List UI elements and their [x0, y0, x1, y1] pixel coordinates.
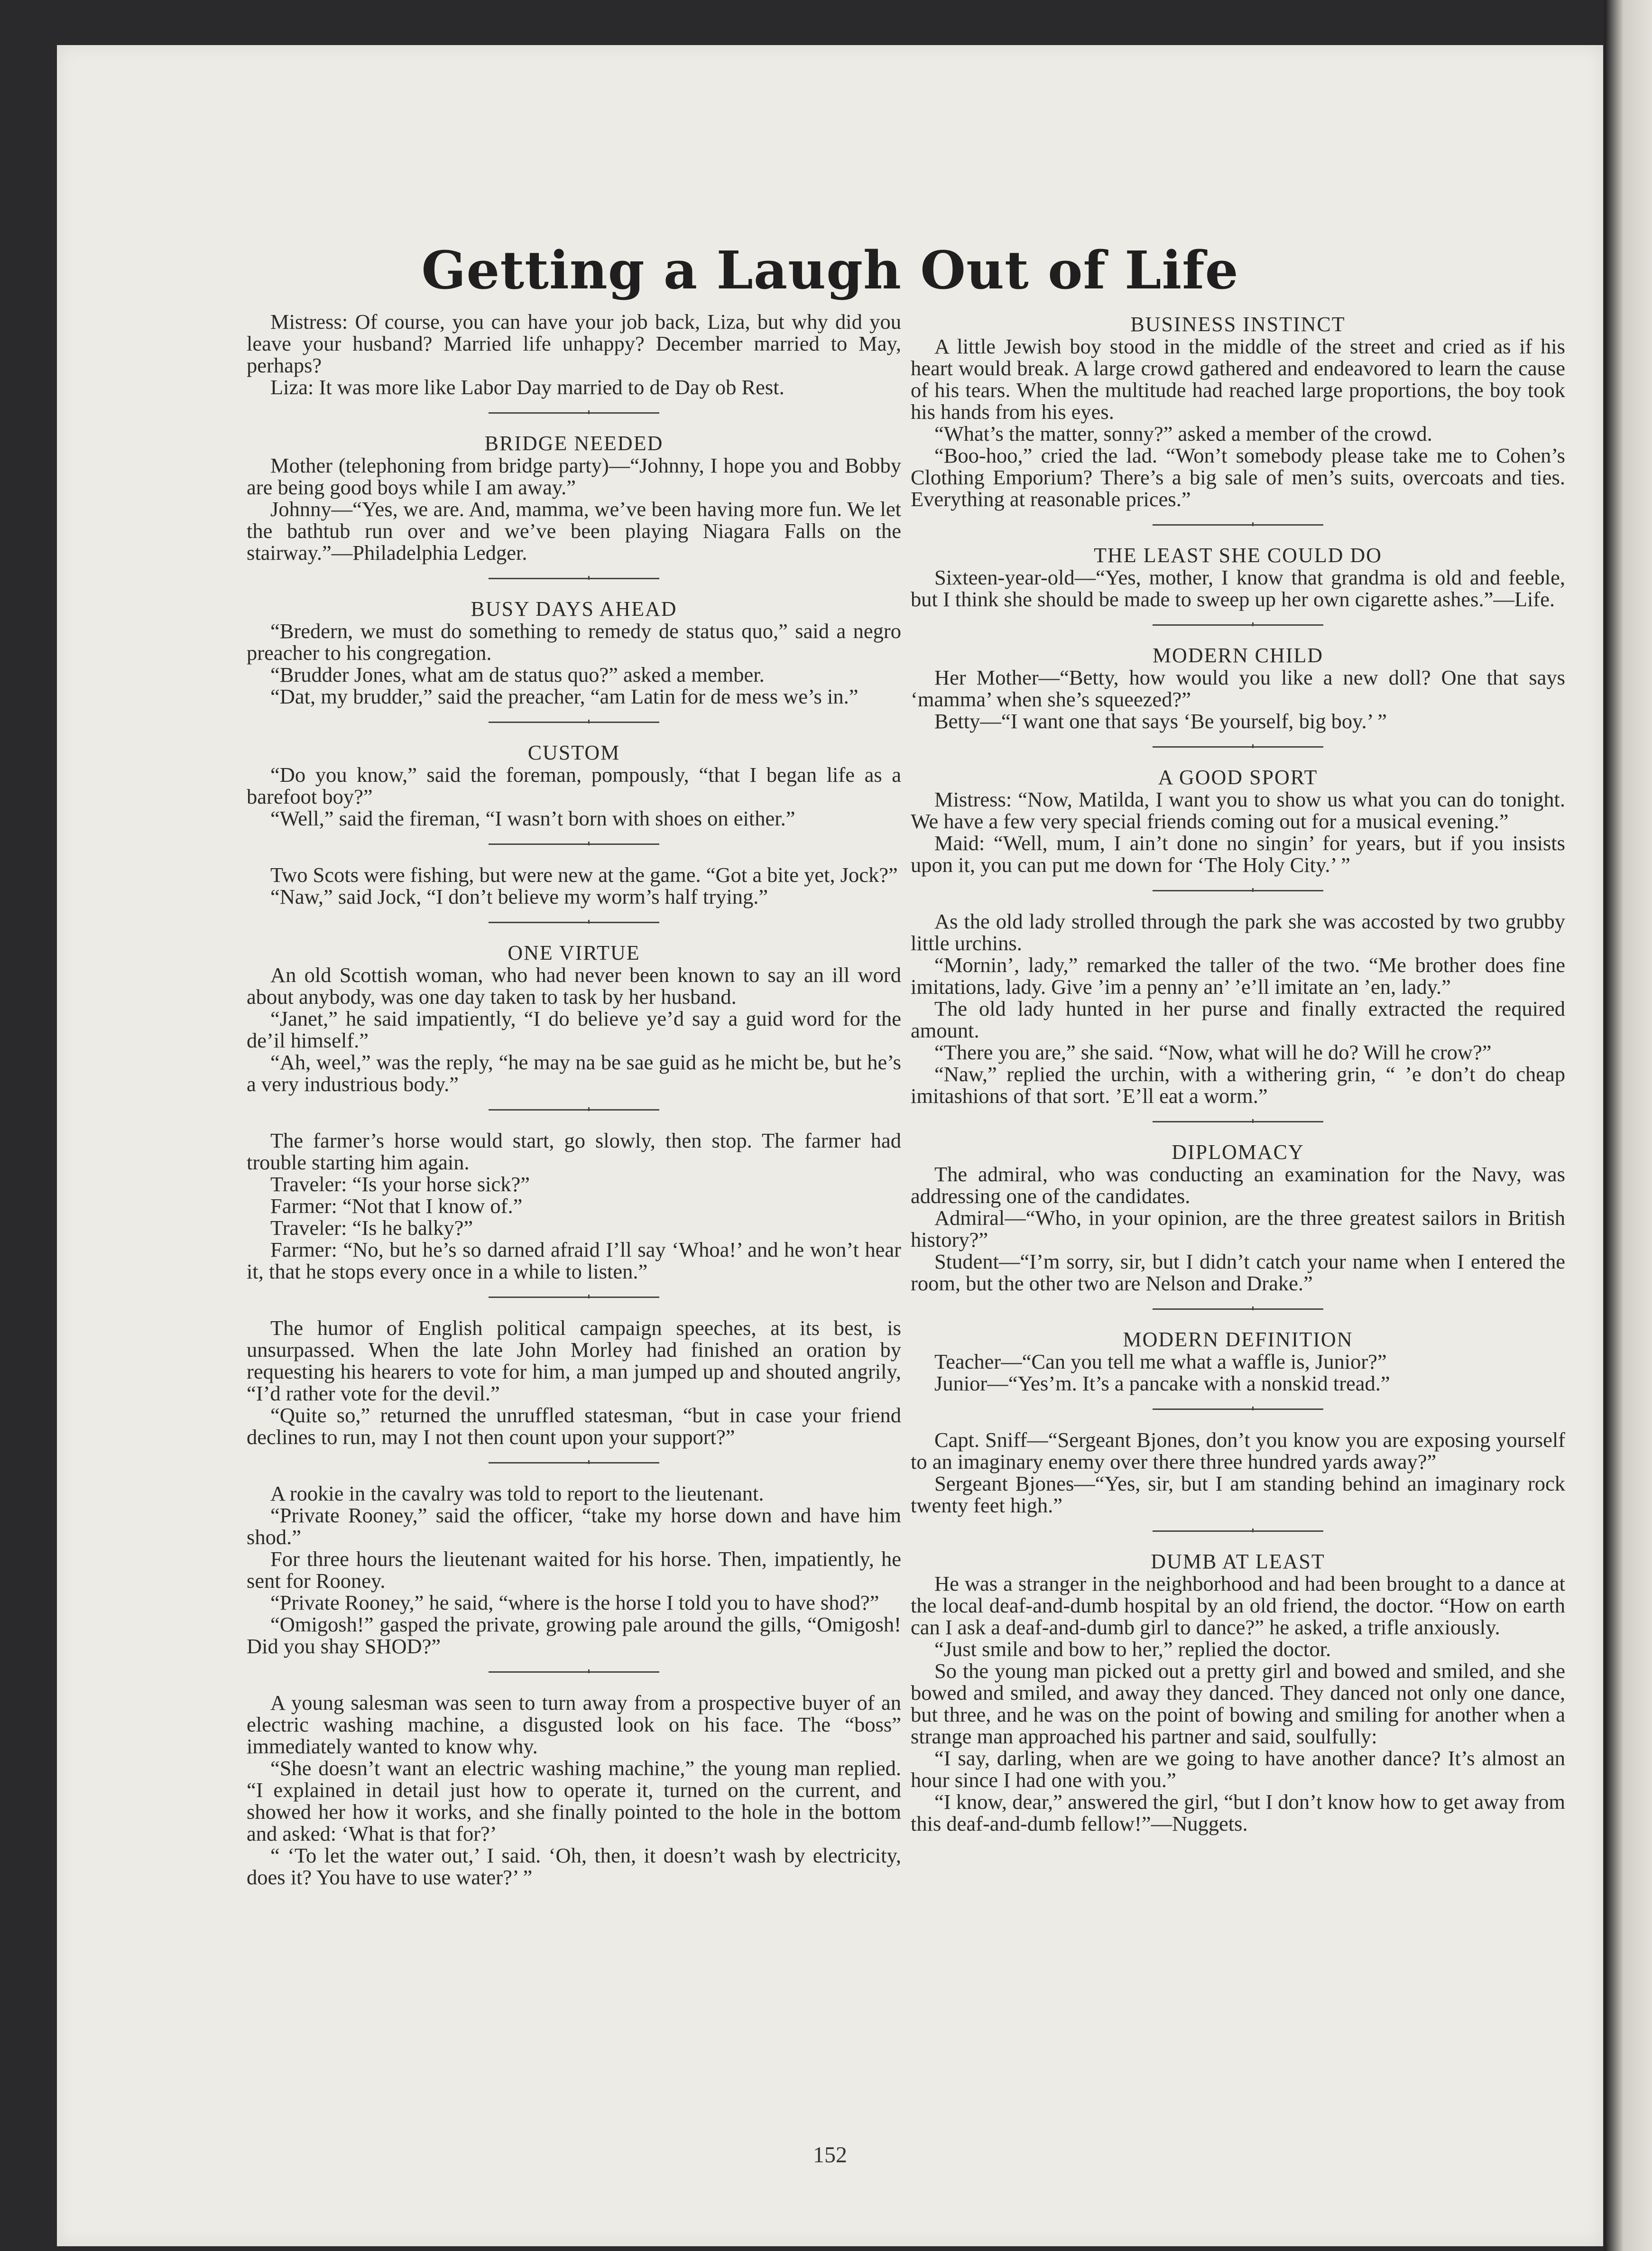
paragraph: “She doesn’t want an electric washing machine,” the young man replied. “I explained in detail just how to operate it, turned on the current, and showed her how it works, and she finally pointed to the hole in the bottom and asked: ‘What is that for?’ [247, 1756, 901, 1845]
paragraph: As the old lady strolled through the park she was accosted by two grubby little urchins. [911, 909, 1565, 955]
paragraph: “Omigosh!” gasped the private, growing pale around the gills, “Omigosh! Did you shay SHOD?” [247, 1612, 901, 1658]
paragraph: The old lady hunted in her purse and finally extracted the required amount. [911, 997, 1565, 1042]
paragraph: Sergeant Bjones—“Yes, sir, but I am standing behind an imaginary rock twenty feet high.” [911, 1472, 1565, 1517]
joke-scots-fishing [247, 864, 901, 908]
page-headline: Getting a Laugh Out of Life [421, 240, 1239, 301]
left-column [247, 311, 901, 1888]
joke-least-she-could-do [911, 545, 1565, 610]
paragraph: The farmer’s horse would start, go slowly, then stop. The farmer had trouble starting him again. [247, 1129, 901, 1174]
paragraph: “Naw,” said Jock, “I don’t believe my worm’s half trying.” [270, 885, 768, 908]
divider-rule [1153, 524, 1323, 526]
paragraph: Johnny—“Yes, we are. And, mamma, we’ve been having more fun. We let the bathtub run over and we’ve been playing Niagara Falls on the stairway.”—Philadelphia Ledger. [247, 497, 901, 565]
paragraph: “Mornin’, lady,” remarked the taller of the two. “Me brother does fine imitations, lady. Give ’im a penny an’ ’e’ll imitate an ’en, lady.” [911, 953, 1565, 999]
joke-custom [247, 742, 901, 829]
joke-liza [247, 311, 901, 398]
paragraph: “Naw,” replied the urchin, with a withering grin, “ ’e don’t do cheap imitashions of that sort. ’E’ll eat a worm.” [911, 1062, 1565, 1108]
paragraph: Betty—“I want one that says ‘Be yourself, big boy.’ ” [934, 709, 1387, 733]
right-column [911, 311, 1565, 1834]
paragraph: “I say, darling, when are we going to have another dance? It’s almost an hour since I had one with you.” [911, 1746, 1565, 1792]
paragraph: “Well,” said the fireman, “I wasn’t born with shoes on either.” [270, 806, 795, 830]
divider-rule [489, 578, 659, 579]
paragraph: “There you are,” she said. “Now, what will he do? Will he crow?” [934, 1040, 1492, 1064]
joke-title: BRIDGE NEEDED [484, 432, 664, 455]
paragraph: “Ah, weel,” was the reply, “he may na be sae guid as he micht be, but he’s a very industrious body.” [247, 1050, 901, 1096]
joke-modern-child [911, 645, 1565, 732]
paragraph: Traveler: “Is your horse sick?” [270, 1172, 530, 1196]
joke-one-virtue [247, 942, 901, 1095]
divider-rule [489, 722, 659, 723]
paragraph: Liza: It was more like Labor Day married to de Day ob Rest. [270, 375, 784, 399]
divider-rule [1153, 1408, 1323, 1410]
paragraph: An old Scottish woman, who had never been known to say an ill word about anybody, was one day taken to task by her husband. [247, 963, 901, 1009]
joke-diplomacy [911, 1141, 1565, 1294]
paragraph: Her Mother—“Betty, how would you like a new doll? One that says ‘mamma’ when she’s squeezed?” [911, 666, 1565, 711]
joke-john-morley [247, 1317, 901, 1448]
paragraph: A young salesman was seen to turn away from a prospective buyer of an electric washing machine, a disgusted look on his face. The “boss” immediately wanted to know why. [247, 1691, 901, 1758]
page-number: 152 [813, 2142, 847, 2168]
paragraph: Traveler: “Is he balky?” [270, 1216, 473, 1240]
paragraph: The humor of English political campaign speeches, at its best, is unsurpassed. When the late John Morley had finished an oration by requesting his hearers to vote for him, a man jumped up and shouted angrily, “I’d rather vote for the devil.” [247, 1316, 901, 1405]
paragraph: “Quite so,” returned the unruffled statesman, “but in case your friend declines to run, may I not then count upon your support?” [247, 1403, 901, 1449]
joke-title: MODERN CHILD [1152, 644, 1324, 667]
paragraph: “Boo-hoo,” cried the lad. “Won’t somebody please take me to Cohen’s Clothing Emporium? There’s a big sale of men’s suits, overcoats and ties. Everything at reasonable prices.” [911, 444, 1565, 511]
paragraph: Capt. Sniff—“Sergeant Bjones, don’t you know you are exposing yourself to an imaginary enemy over there three hundred yards away?” [911, 1428, 1565, 1473]
divider-rule [489, 1671, 659, 1673]
paragraph: “What’s the matter, sonny?” asked a member of the crowd. [934, 422, 1432, 445]
paragraph: “Brudder Jones, what am de status quo?” asked a member. [270, 663, 765, 686]
paragraph: So the young man picked out a pretty girl and bowed and smiled, and she bowed and smiled, and away they danced. They danced not only one dance, but three, and he was on the point of bowing and smiling for another when a strange man approached his partner and said, soulfully: [911, 1659, 1565, 1748]
divider-rule [489, 843, 659, 845]
divider-rule [1153, 1530, 1323, 1532]
joke-urchins [911, 910, 1565, 1107]
paragraph: Mother (telephoning from bridge party)—“Johnny, I hope you and Bobby are being good boys while I am away.” [247, 454, 901, 499]
paragraph: “Dat, my brudder,” said the preacher, “am Latin for de mess we’s in.” [270, 685, 858, 708]
paragraph: “Do you know,” said the foreman, pompously, “that I began life as a barefoot boy?” [247, 763, 901, 808]
paragraph: “Just smile and bow to her,” replied the doctor. [934, 1637, 1331, 1661]
paragraph: Two Scots were fishing, but were new at the game. “Got a bite yet, Jock?” [270, 863, 898, 887]
paragraph: For three hours the lieutenant waited for his horse. Then, impatiently, he sent for Rooney. [247, 1547, 901, 1593]
paragraph: Mistress: “Now, Matilda, I want you to show us what you can do tonight. We have a few very special friends coming out for a musical evening.” [911, 787, 1565, 833]
adjacent-page-edge [1605, 0, 1652, 2251]
divider-rule [489, 412, 659, 414]
joke-dumb-at-least [911, 1551, 1565, 1834]
divider-rule [1153, 1308, 1323, 1310]
joke-imaginary-enemy [911, 1429, 1565, 1516]
divider-rule [1153, 746, 1323, 748]
paragraph: Maid: “Well, mum, I ain’t done no singin’ for years, but if you insists upon it, you can put me down for ‘The Holy City.’ ” [911, 831, 1565, 877]
paragraph: Farmer: “No, but he’s so darned afraid I’ll say ‘Whoa!’ and he won’t hear it, that he stops every once in a while to listen.” [247, 1238, 901, 1283]
joke-modern-definition [911, 1329, 1565, 1394]
divider-rule [489, 922, 659, 923]
paragraph: “Private Rooney,” he said, “where is the horse I told you to have shod?” [270, 1591, 879, 1614]
joke-farmers-horse [247, 1130, 901, 1282]
paragraph: Student—“I’m sorry, sir, but I didn’t catch your name when I entered the room, but the other two are Nelson and Drake.” [911, 1250, 1565, 1295]
divider-rule [489, 1109, 659, 1111]
magazine-page [57, 45, 1603, 2246]
divider-rule [489, 1297, 659, 1298]
paragraph: “Janet,” he said impatiently, “I do believe ye’d say a guid word for the de’il himself.” [247, 1007, 901, 1052]
joke-good-sport [911, 767, 1565, 876]
joke-title: THE LEAST SHE COULD DO [1094, 544, 1382, 567]
paragraph: He was a stranger in the neighborhood and had been brought to a dance at the local deaf-and-dumb hospital by an old friend, the doctor. “How on earth can I ask a deaf-and-dumb girl to dance?” he asked, a trifle anxiously. [911, 1572, 1565, 1639]
joke-title: CUSTOM [527, 741, 620, 764]
divider-rule [1153, 624, 1323, 626]
paragraph: “ ‘To let the water out,’ I said. ‘Oh, then, it doesn’t wash by electricity, does it? You have to use water?’ ” [247, 1843, 901, 1889]
paragraph: Admiral—“Who, in your opinion, are the three greatest sailors in British history?” [911, 1206, 1565, 1251]
paragraph: Junior—“Yes’m. It’s a pancake with a nonskid tread.” [934, 1371, 1390, 1395]
joke-title: DUMB AT LEAST [1151, 1550, 1325, 1573]
joke-title: A GOOD SPORT [1158, 766, 1318, 789]
paragraph: Farmer: “Not that I know of.” [270, 1194, 523, 1218]
paragraph: “Bredern, we must do something to remedy de status quo,” said a negro preacher to his congregation. [247, 619, 901, 665]
paragraph: Sixteen-year-old—“Yes, mother, I know that grandma is old and feeble, but I think she should be made to sweep up her own cigarette ashes.”—Life. [911, 565, 1565, 611]
joke-title: DIPLOMACY [1172, 1140, 1304, 1164]
divider-rule [489, 1462, 659, 1464]
joke-title: BUSINESS INSTINCT [1130, 313, 1346, 336]
joke-cavalry-rookie [247, 1482, 901, 1657]
divider-rule [1153, 1121, 1323, 1122]
joke-business-instinct [911, 314, 1565, 510]
joke-busy-days-ahead [247, 598, 901, 707]
joke-title: MODERN DEFINITION [1123, 1328, 1353, 1351]
joke-title: ONE VIRTUE [508, 941, 640, 964]
joke-bridge-needed [247, 433, 901, 564]
paragraph: “I know, dear,” answered the girl, “but I don’t know how to get away from this deaf-and-dumb fellow!”—Nuggets. [911, 1790, 1565, 1835]
paragraph: A rookie in the cavalry was told to report to the lieutenant. [270, 1482, 764, 1505]
paragraph: “Private Rooney,” said the officer, “take my horse down and have him shod.” [247, 1503, 901, 1549]
paragraph: Mistress: Of course, you can have your job back, Liza, but why did you leave your husband? Married life unhappy? December married to May, perhaps? [247, 310, 901, 377]
joke-title: BUSY DAYS AHEAD [471, 597, 677, 621]
paragraph: The admiral, who was conducting an examination for the Navy, was addressing one of the candidates. [911, 1162, 1565, 1208]
joke-washing-machine [247, 1692, 901, 1888]
paragraph: Teacher—“Can you tell me what a waffle is, Junior?” [934, 1350, 1387, 1373]
paragraph: A little Jewish boy stood in the middle of the street and cried as if his heart would break. A large crowd gathered and endeavored to learn the cause of his tears. When the multitude had reached large proportions, the boy took his hands from his eyes. [911, 334, 1565, 424]
divider-rule [1153, 890, 1323, 891]
